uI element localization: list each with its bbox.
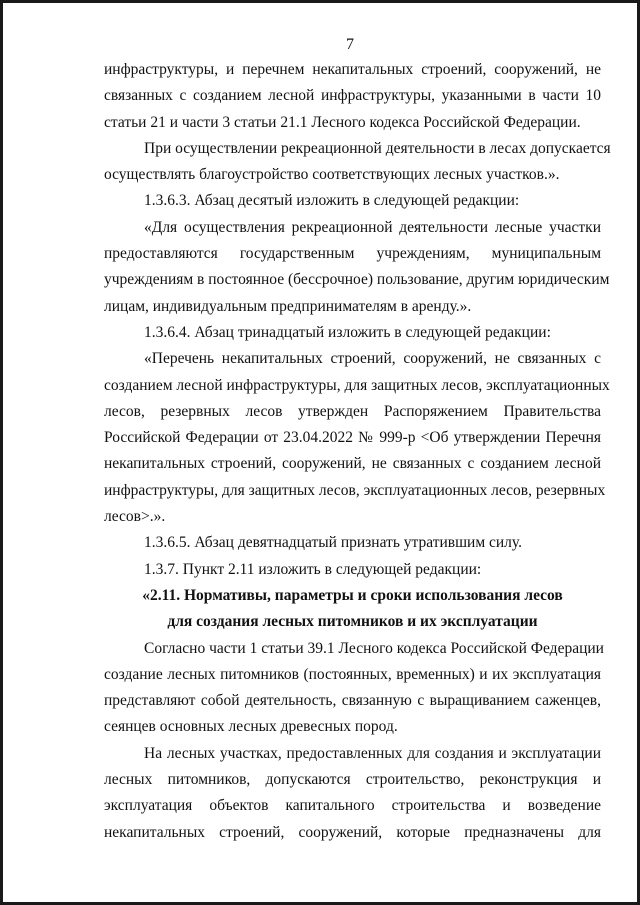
- text-line: осуществлять благоустройство соответствующих лесных участков.».: [104, 166, 560, 184]
- text-line: «Перечень некапитальных строений, сооружений, не связанных с: [144, 350, 601, 368]
- text-line: созданием лесной инфраструктуры, для защитных лесов, эксплуатационных: [104, 376, 610, 394]
- text-line: «2.11. Нормативы, параметры и сроки использования лесов: [142, 586, 563, 604]
- text-line: эксплуатация объектов капитального строительства и возведение: [104, 797, 601, 815]
- text-line: инфраструктуры, и перечнем некапитальных строений, сооружений, не: [104, 61, 601, 78]
- text-line: инфраструктуры, для защитных лесов, эксплуатационных лесов, резервных: [104, 481, 606, 499]
- text-line: На лесных участках, предоставленных для создания и эксплуатации: [144, 744, 601, 762]
- text-line: для создания лесных питомников и их эксплуатации: [167, 613, 538, 631]
- document-body: [104, 57, 611, 846]
- text-line: сеянцев основных лесных древесных пород.: [104, 718, 398, 736]
- text-line: создание лесных питомников (постоянных, временных) и их эксплуатация: [104, 665, 601, 683]
- text-line: 1.3.6.4. Абзац тринадцатый изложить в следующей редакции:: [144, 323, 551, 341]
- text-line: «Для осуществления рекреационной деятельности лесные участки: [144, 218, 601, 236]
- scan-border-top: [0, 0, 640, 3]
- text-line: предоставляются государственным учреждениям, муниципальным: [104, 245, 601, 263]
- text-line: представляют собой деятельность, связанную с выращиванием саженцев,: [104, 692, 601, 710]
- text-line: 1.3.6.3. Абзац десятый изложить в следующей редакции:: [144, 192, 520, 210]
- text-line: статьи 21 и части 3 статьи 21.1 Лесного кодекса Российской Федерации.: [104, 113, 581, 131]
- text-line: лесов, резервных лесов утвержден Распоряжением Правительства: [104, 402, 601, 420]
- page-number: 7: [346, 36, 354, 53]
- text-line: некапитальных строений, сооружений, не связанных с созданием лесной: [104, 455, 601, 473]
- text-line: лесных питомников, допускаются строительство, реконструкция и: [104, 771, 601, 789]
- text-line: лицам, индивидуальным предпринимателям в аренду.».: [104, 297, 472, 315]
- text-line: связанных с созданием лесной инфраструктуры, указанными в части 10: [104, 87, 601, 105]
- text-line: 1.3.6.5. Абзац девятнадцатый признать утратившим силу.: [144, 534, 522, 552]
- text-line: При осуществлении рекреационной деятельности в лесах допускается: [144, 139, 611, 157]
- text-line: некапитальных строений, сооружений, которые предназначены для: [104, 823, 601, 841]
- text-line: Российской Федерации от 23.04.2022 № 999-р <Об утверждении Перечня: [104, 429, 601, 447]
- scan-border-left: [0, 0, 3, 905]
- text-line: Согласно части 1 статьи 39.1 Лесного кодекса Российской Федерации: [144, 639, 604, 657]
- text-line: лесов>.».: [104, 508, 166, 526]
- text-line: 1.3.7. Пункт 2.11 изложить в следующей редакции:: [144, 560, 482, 578]
- text-line: учреждениям в постоянное (бессрочное) пользование, другим юридическим: [104, 271, 610, 289]
